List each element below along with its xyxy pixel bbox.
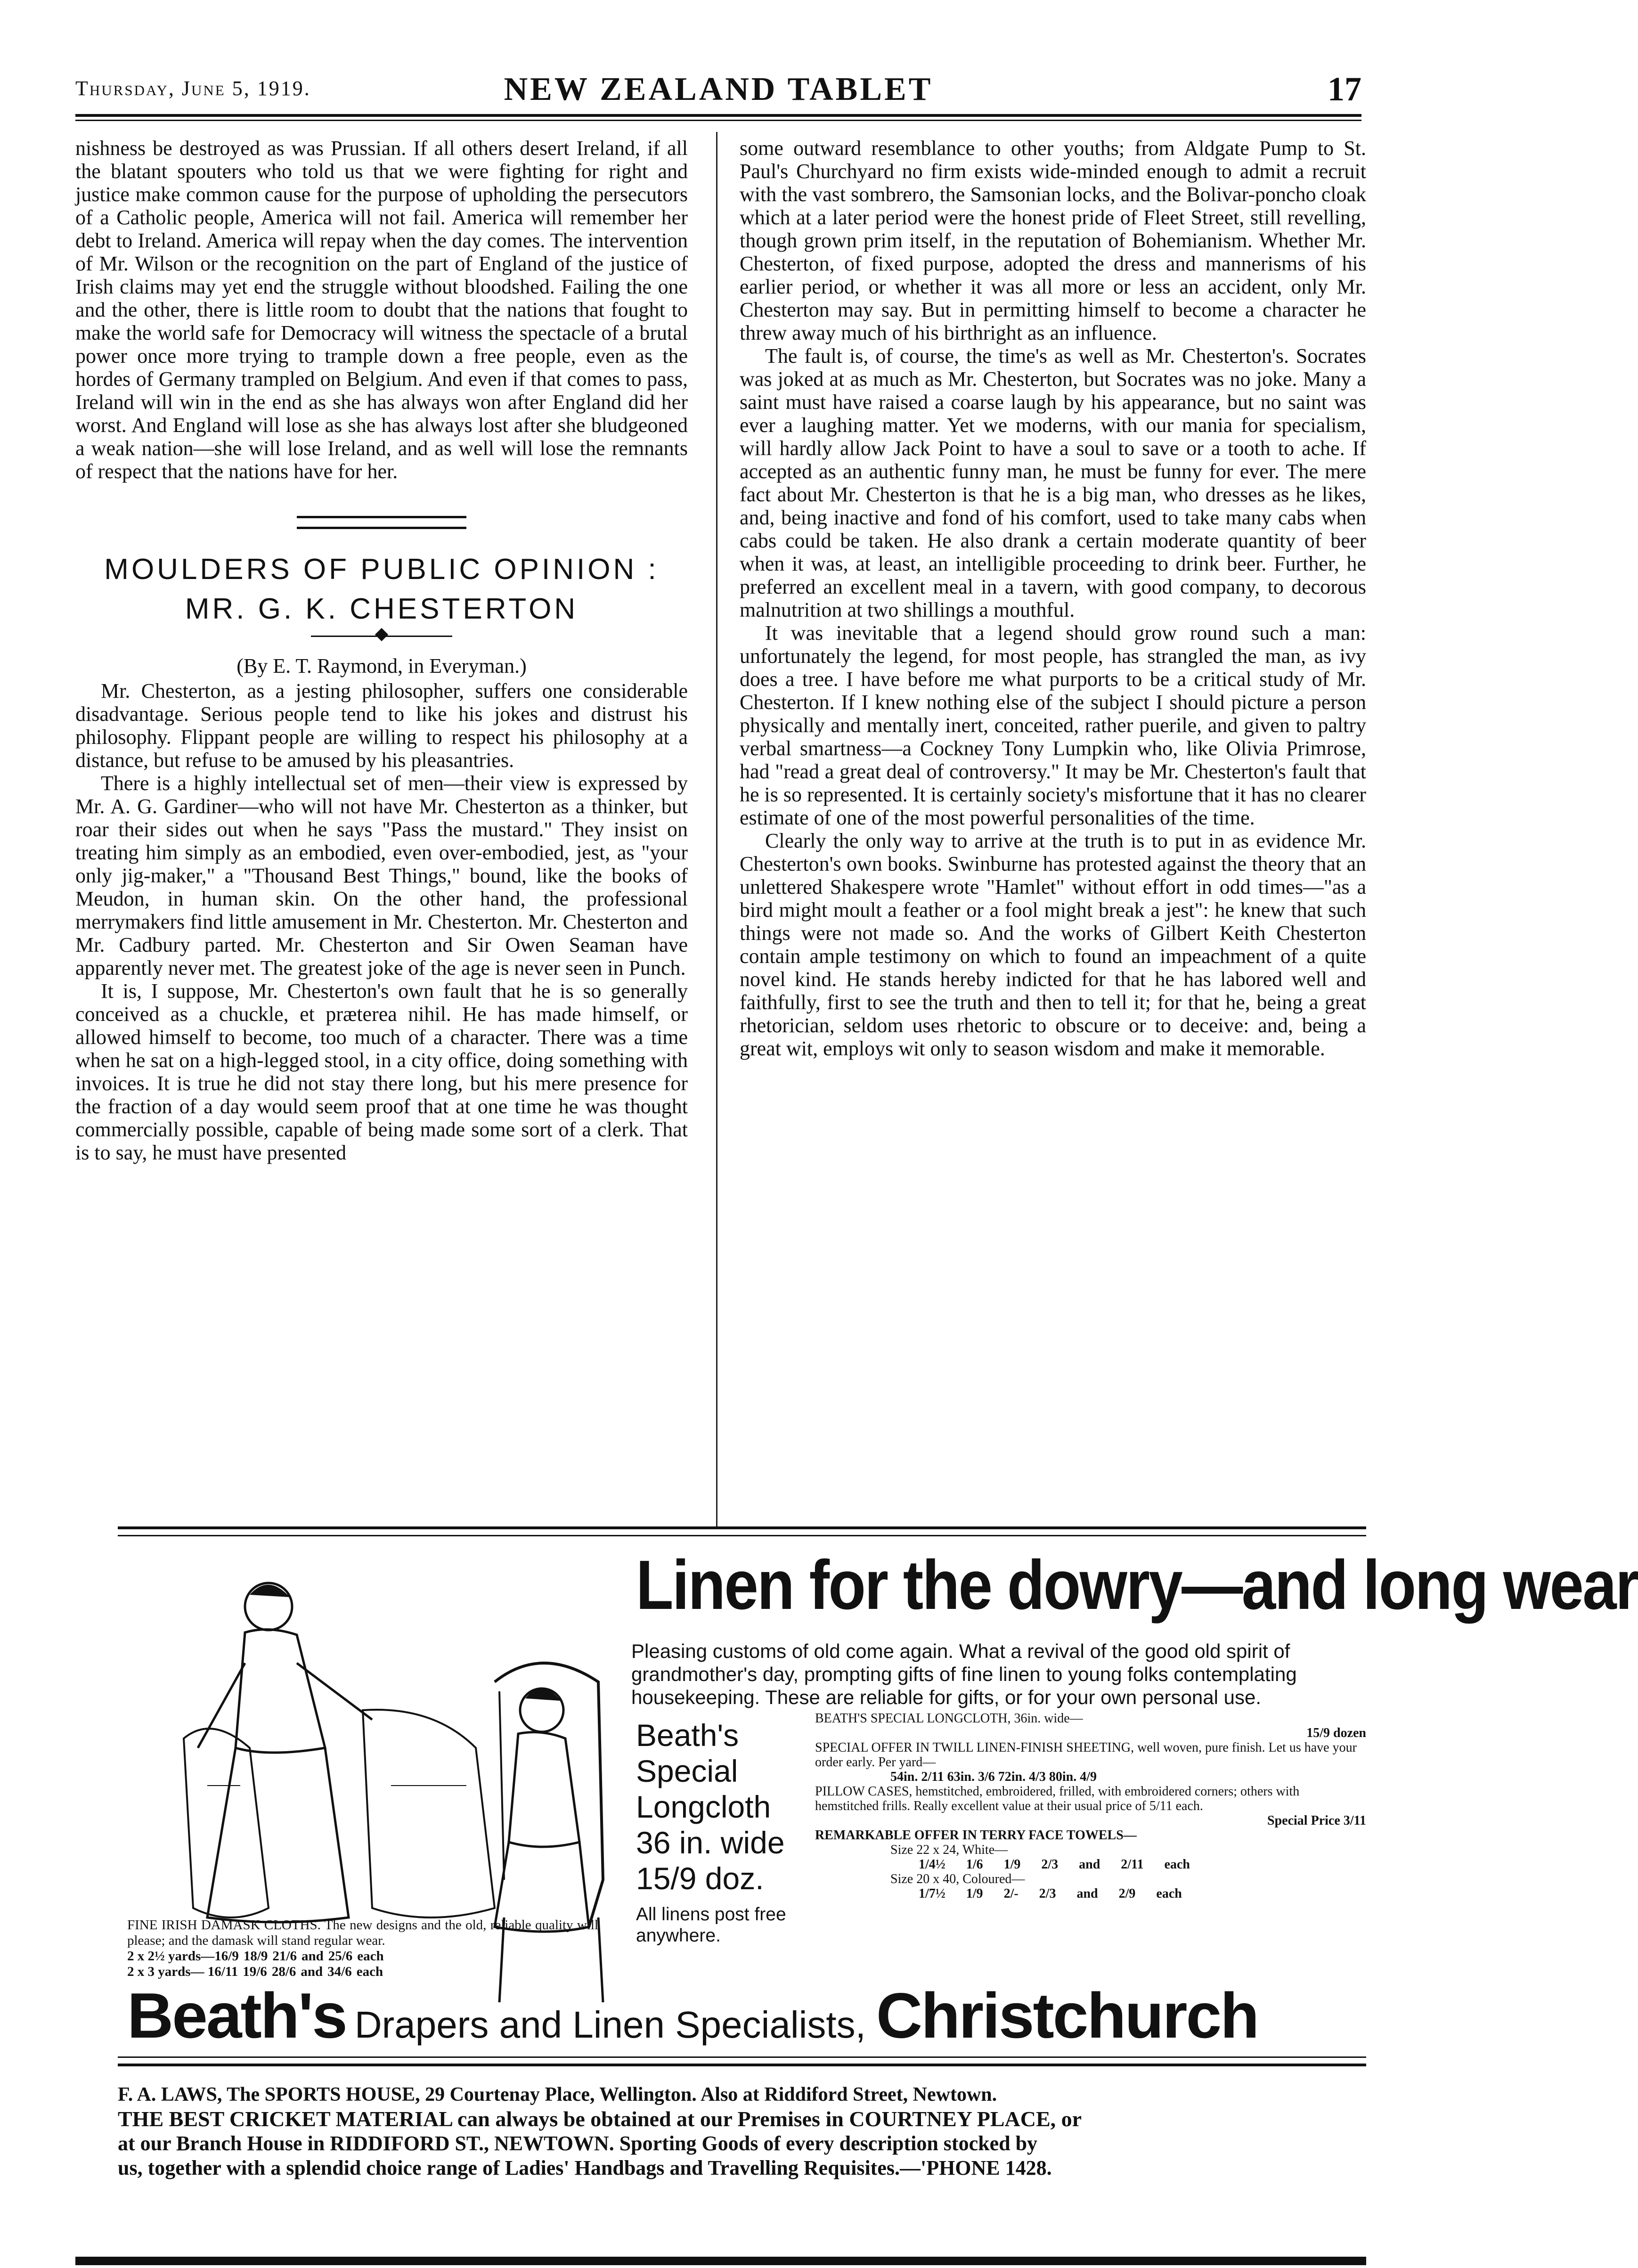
offer-pillow-cases: PILLOW CASES, hemstitched, embroidered, frilled, with embroidered corners; others with hemstitched frills. Really excellent value at their usual price of 5/11 each. (815, 1784, 1300, 1813)
issue-date: Thursday, June 5, 1919. (75, 77, 311, 100)
footer-line: F. A. LAWS, The SPORTS HOUSE, 29 Courtenay Place, Wellington. Also at Riddiford Street, Newtown. (118, 2084, 997, 2105)
price: 1/7½ (919, 1886, 945, 1901)
masthead (75, 66, 1361, 113)
offer-sheeting: SPECIAL OFFER IN TWILL LINEN-FINISH SHEETING, well woven, pure finish. Let us have your order early. Per yard— (815, 1740, 1357, 1770)
left-column (75, 137, 688, 1164)
footer-line-cropped: us, together with a splendid choice range of Ladies' Handbags and Travelling Requisites.—'PHONE 1428. (118, 2156, 1052, 2179)
offer-longcloth-price: 15/9 dozen (1306, 1726, 1366, 1740)
price: 19/6 (243, 1964, 267, 1979)
price: 2/3 (1039, 1886, 1056, 1901)
price-conjunction: and (301, 1964, 323, 1979)
newspaper-title: NEW ZEALAND TABLET (504, 71, 933, 107)
ad-top-rule (118, 1526, 1366, 1536)
laws-sports-advertisement (118, 2082, 1366, 2179)
price-conjunction: and (1079, 1857, 1100, 1872)
offer-sheeting-prices: 54in. 2/11 63in. 3/6 72in. 4/3 80in. 4/9 (890, 1770, 1097, 1784)
ad-bottom-rule (118, 2056, 1366, 2066)
brand-city: Christchurch (876, 1980, 1258, 2051)
paragraph: Clearly the only way to arrive at the truth is to put in as evidence Mr. Chesterton's own books. Swinburne has protested against the theory that an unlettered Shakespere wrote "Hamlet" without effort in odd times—"as a bird might moult a feather or a fool might break a jest": he knew that such things were not made so. And the works of Gilbert Keith Chesterton contain ample testimony on which to found an impeachment of a quite novel kind. He stands hereby indicted for that he has labored well and faithfully, first to see the truth and then to tell it; for that he, being a great rhetorician, seldom uses rhetoric to obscure or to deceive: and, being a great wit, employs wit only to season wisdom and make it memorable. (740, 829, 1366, 1060)
page-bottom-bar (75, 2257, 1366, 2265)
callout-line: Beath's (636, 1718, 739, 1753)
damask-description: FINE IRISH DAMASK CLOTHS. The new designs and the old, reliable quality will please; and the damask will stand regular wear. (127, 1917, 598, 1948)
price-row (127, 1964, 598, 1980)
paragraph: It was inevitable that a legend should grow round such a man: unfortunately the legend, for most people, has strangled the man, as ivy does a tree. I have before me what purports to be a critical study of Mr. Chesterton. If I knew nothing else of the subject I should picture a person physically and mentally inert, conceited, rather puerile, and given to paltry verbal smartness—a Cockney Tony Lumpkin who, like Olivia Primrose, had "read a great deal of controversy." It may be Mr. Chesterton's fault that he is so represented. It is certainly society's misfortune that it has no clearer estimate of one of the most powerful personalities of the time. (740, 621, 1366, 829)
callout-line: Special (636, 1754, 738, 1788)
right-column (740, 137, 1366, 1060)
callout-line: 15/9 doz. (636, 1861, 764, 1896)
ad-intro: Pleasing customs of old come again. What a revival of the good old spirit of grandmother's day, prompting gifts of fine linen to young folks contemplating housekeeping. These are reliable for gifts, or for your own personal use. (631, 1640, 1297, 1708)
price-conjunction: and (301, 1949, 324, 1964)
price-unit: each (1164, 1857, 1190, 1872)
article-continuation: nishness be destroyed as was Prussian. If all others desert Ireland, if all the blatant spouters who told us that we were fighting for right and justice make common cause for the purpose of upholding the persecutors of a Catholic people, America will not fail. America will remember her debt to Ireland. America will repay when the day comes. The intervention of Mr. Wilson or the recognition on the part of England of the justice of Irish claims may yet end the struggle without bloodshed. Failing the one and the other, there is little room to doubt that the nations that fought to make the world safe for Democracy will witness the spectacle of a brutal power once more trying to trample down a free people, even as the hordes of Germany trampled on Belgium. And even if that comes to pass, Ireland will win in the end as she has always won after England did her worst. And England will lose as she has always lost after she bludgeoned a weak nation—she will lose Ireland, and as well will lose the remnants of respect that the nations have for her. (75, 137, 688, 483)
price: 25/6 (328, 1949, 353, 1964)
price: 2/3 (1041, 1857, 1059, 1872)
beaths-advertisement (118, 1526, 1638, 2064)
ad-headline: Linen for the dowry—and long wear (636, 1546, 1638, 1624)
paragraph: Mr. Chesterton, as a jesting philosopher, suffers one considerable disadvantage. Serious people tend to like his jokes and distrust his philosophy. Flippant people are willing to respect his philosophy at a distance, but refuse to be amused by his pleasantries. (75, 679, 688, 772)
price: 2 x 3 yards— 16/11 (127, 1964, 238, 1979)
paragraph: It is, I suppose, Mr. Chesterton's own fault that he is so generally conceived as a chuckle, et præterea nihil. He has made himself, or allowed himself to become, too much of a character. There was a time when he sat on a high-legged stool, in a city office, doing something with invoices. It is true he did not stay there long, but his mere presence for the fraction of a day would seem proof that at one time he was thought commercially possible, capable of being made some sort of a clerk. That is to say, he must have presented (75, 979, 688, 1164)
offer-pillow-price: Special Price 3/11 (1267, 1813, 1366, 1828)
price-unit: each (356, 1964, 383, 1979)
price: 18/9 (243, 1949, 268, 1964)
footer-line: THE BEST CRICKET MATERIAL can always be obtained at our Premises in COURTNEY PLACE, or (118, 2107, 1082, 2131)
postage-note: All linens post free anywhere. (636, 1904, 786, 1946)
price: 1/9 (966, 1886, 983, 1901)
article-heading: MOULDERS OF PUBLIC OPINION : (104, 553, 659, 586)
footer-line: at our Branch House in RIDDIFORD ST., NEWTOWN. Sporting Goods of every description stocked by (118, 2132, 1038, 2155)
article-byline: (By E. T. Raymond, in Everyman.) (236, 654, 527, 677)
longcloth-callout (636, 1717, 791, 1946)
damask-cloths-caption (127, 1917, 598, 1980)
price: 2 x 2½ yards—16/9 (127, 1949, 239, 1964)
section-separator (297, 516, 466, 529)
towel-white-prices (815, 1857, 1366, 1872)
diamond-icon (375, 628, 388, 641)
price: 1/6 (966, 1857, 983, 1872)
price: 21/6 (272, 1949, 297, 1964)
brand-line (127, 1979, 1366, 2051)
masthead-rule (75, 114, 1361, 121)
offer-towels: REMARKABLE OFFER IN TERRY FACE TOWELS— (815, 1828, 1137, 1843)
ornament-rule (311, 629, 452, 643)
paragraph: some outward resemblance to other youths; from Aldgate Pump to St. Paul's Churchyard no firm exists wide-minded enough to admit a recruit with the vast sombrero, the Samsonian locks, and the Bolivar-poncho cloak which at a later period were the honest pride of Fleet Street, still revelling, though grown prim itself, in the reputation of Bohemianism. Whether Mr. Chesterton, of fixed purpose, adopted the dress and mannerisms of his earlier period, or whether it was all more or less an accident, only Mr. Chesterton may say. But in permitting himself to become a character he threw away much of his birthright as an influence. (740, 137, 1366, 344)
offer-longcloth: BEATH'S SPECIAL LONGCLOTH, 36in. wide— (815, 1711, 1083, 1726)
towel-coloured-prices (815, 1886, 1366, 1901)
towel-white-label: Size 22 x 24, White— (890, 1843, 1008, 1857)
brand-tagline: Drapers and Linen Specialists, (354, 2004, 866, 2046)
price: 1/4½ (919, 1857, 945, 1872)
price-unit: each (357, 1949, 384, 1964)
callout-line: 36 in. wide (636, 1825, 785, 1860)
price-unit: each (1156, 1886, 1182, 1901)
price: 2/11 (1121, 1857, 1144, 1872)
price: 1/9 (1003, 1857, 1021, 1872)
brand-name: Beath's (127, 1980, 346, 2051)
price-row (127, 1949, 598, 1964)
paragraph: The fault is, of course, the time's as well as Mr. Chesterton's. Socrates was joked at as much as Mr. Chesterton, but Socrates was no joke. Many a saint must have raised a coarse laugh by his appearance, but no saint was ever a laughing matter. Yet we moderns, with our mania for specialism, will hardly allow Jack Point to have a soul to save or a tooth to ache. If accepted as an authentic funny man, he must be funny for ever. The mere fact about Mr. Chesterton is that he is a big man, who dresses as he likes, and, being inactive and fond of his comfort, used to take many cabs when cabs could be taken. He also drank a certain moderate quantity of beer when it was, at least, an intelligible proceeding to drink beer. Further, he preferred an excellent meal in a tavern, with good company, to decorous malnutrition at two shillings a mouthful. (740, 344, 1366, 621)
price: 34/6 (327, 1964, 352, 1979)
paragraph: There is a highly intellectual set of men—their view is expressed by Mr. A. G. Gardiner—who will not have Mr. Chesterton as a thinker, but roar their sides out when he says "Pass the mustard." They insist on treating him simply as an embodied, even over-embodied, jest, as "your only jig-maker," a "Thousand Best Things," bound, like the books of Meudon, in human skin. On the other hand, the professional merrymakers find little amusement in Mr. Chesterton. Mr. Chesterton and Mr. Cadbury parted. Mr. Chesterton and Sir Owen Seaman have apparently never met. The greatest joke of the age is never seen in Punch. (75, 772, 688, 979)
price: 28/6 (271, 1964, 296, 1979)
price: 2/9 (1118, 1886, 1136, 1901)
price: 2/- (1003, 1886, 1019, 1901)
offers-list (815, 1711, 1366, 1901)
callout-line: Longcloth (636, 1789, 771, 1824)
towel-coloured-label: Size 20 x 40, Coloured— (890, 1872, 1025, 1886)
page-number: 17 (1328, 70, 1361, 108)
price-conjunction: and (1076, 1886, 1098, 1901)
article-subheading: MR. G. K. CHESTERTON (185, 593, 579, 625)
column-divider (716, 132, 717, 1526)
